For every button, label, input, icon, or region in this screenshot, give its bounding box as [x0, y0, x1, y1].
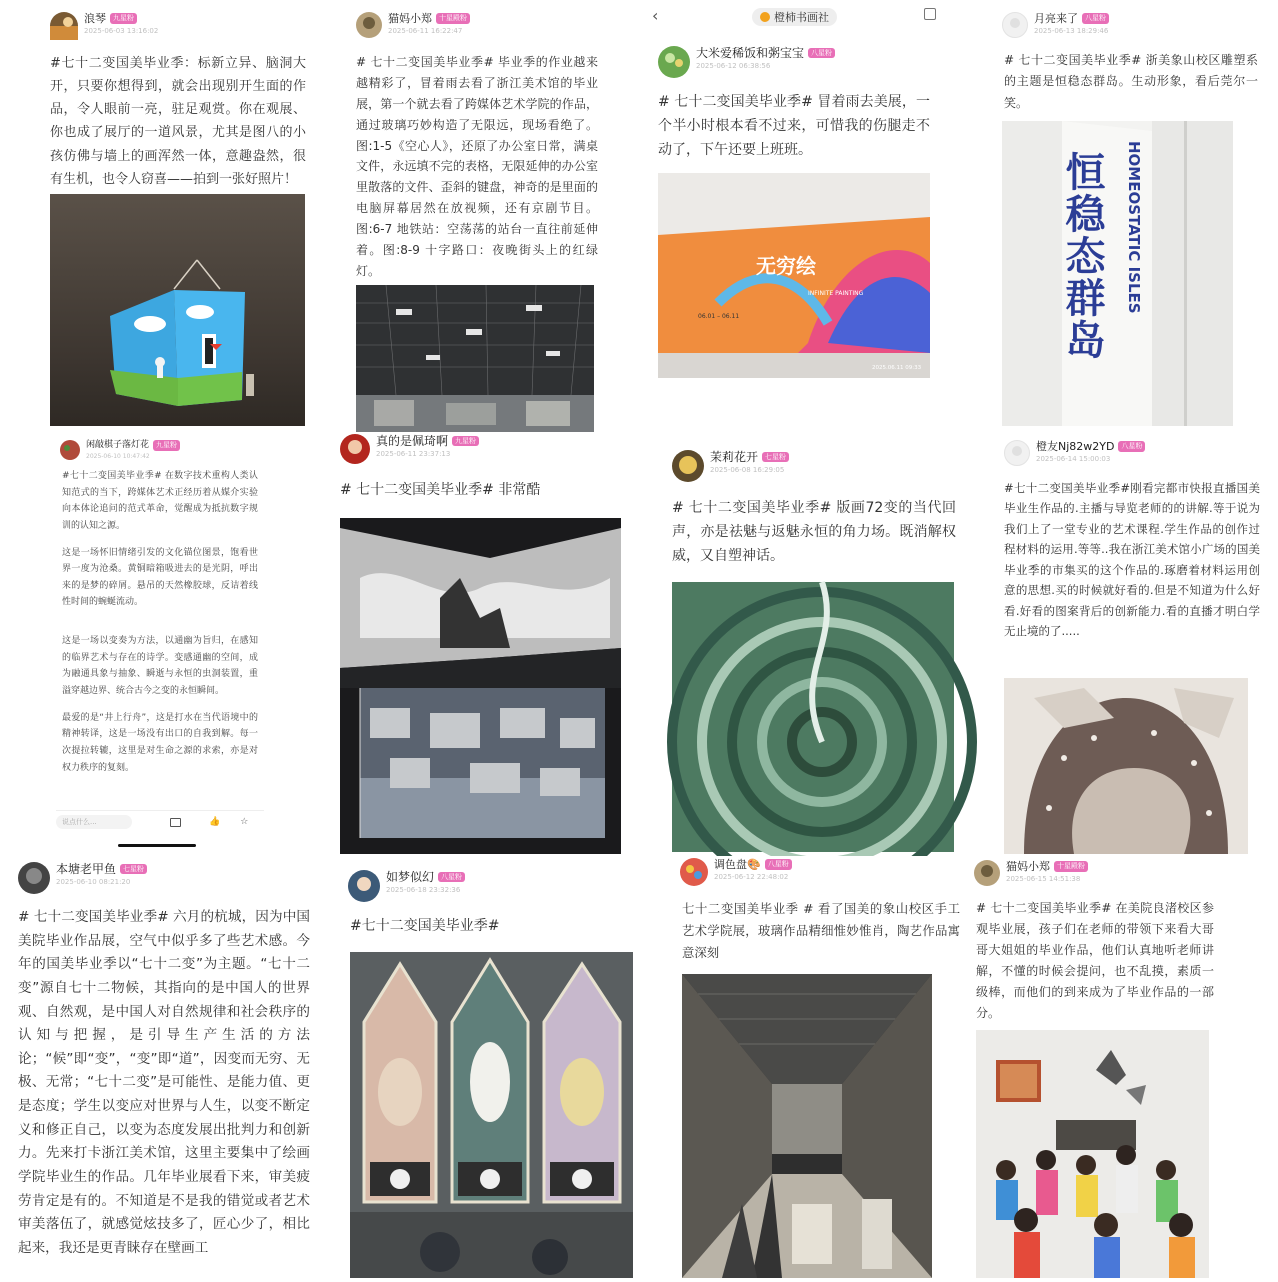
- comment-icon[interactable]: [170, 818, 181, 827]
- timestamp: 2025-06-11 23:37:13: [376, 450, 451, 459]
- comment-input[interactable]: 说点什么...: [56, 815, 132, 829]
- fan-badge: 九星粉: [452, 436, 479, 446]
- post-card[interactable]: [674, 856, 968, 1278]
- paragraph: 这是一场怀旧情绪引发的文化锚位图景，饱看世界一度为沧桑。黄铜暗箱吸进去的是光阴，呼出来的是梦的碎屑。悬吊的天然橡胶球，反诘着线性时间的蜿蜒流动。: [62, 547, 258, 608]
- app-logo-icon: [760, 12, 770, 22]
- post-text: 七十二变国美毕业季 # 看了国美的象山校区手工艺术学院展，玻璃作品精细惟妙惟肖，陶艺作品寓意深刻: [682, 901, 960, 960]
- timestamp: 2025-06-13 18:29:46: [1034, 27, 1109, 36]
- timestamp: 2025-06-12 06:38:56: [696, 62, 771, 71]
- post-card[interactable]: [998, 436, 1266, 856]
- artwork-image: [50, 194, 305, 426]
- handicraft-artwork-image: [1004, 678, 1248, 854]
- print-artwork-image: [672, 582, 954, 852]
- avatar[interactable]: [680, 858, 708, 886]
- username[interactable]: 橙友Nj82w2YD: [1036, 440, 1115, 453]
- back-arrow-icon[interactable]: ‹: [652, 6, 659, 25]
- post-photo[interactable]: [672, 582, 954, 852]
- username[interactable]: 茉莉花开: [710, 450, 759, 464]
- avatar[interactable]: [658, 46, 690, 78]
- post-card[interactable]: [334, 432, 634, 856]
- post-text: # 七十二变国美毕业季# 浙美象山校区雕塑系的主题是恒稳态群岛。生动形象，看后莞尔一笑。: [1004, 53, 1258, 110]
- avatar[interactable]: [1004, 440, 1030, 466]
- post-photo[interactable]: [340, 518, 621, 854]
- username[interactable]: 本塘老甲鱼: [56, 862, 117, 876]
- post-card[interactable]: [42, 8, 314, 432]
- comment-bar: [56, 810, 264, 833]
- fan-badge: 九星粉: [153, 440, 180, 450]
- fan-badge: 十星殿粉: [436, 13, 470, 23]
- post-text: # 七十二变国美毕业季# 冒着雨去美展，一个半小时根本看不过来，可惜我的伤腿走不动了，下午还要上班班。: [658, 94, 930, 159]
- post-body: [62, 468, 258, 773]
- fan-badge: 十星殿粉: [1054, 861, 1088, 871]
- post-card[interactable]: [664, 446, 964, 858]
- paragraph: 最爱的是“井上行舟”，这是打水在当代语境中的精神转译，这是一场没有出口的自我到解。每一次提拉转辘，这里是对生命之源的求索，亦是对权力秩序的复刻。: [62, 712, 258, 773]
- poster-title: 无穷绘: [756, 254, 816, 278]
- fan-badge: 八星粉: [438, 872, 465, 882]
- post-text: #七十二变国美毕业季#刚看完都市快报直播国美毕业生作品的.主播与导览老师的的讲解.等于说为我们上了一堂专业的艺术课程.学生作品的创作过程材料的运用.等等..我在浙江美术馆小广场的国美毕业季的市集买的这个作品的.琢磨着材料运用创意的思想.买的时候就好看的.但是不知道为什么好看.好看的图案背后的创新能力.看的直播才明白学无止境的了.....: [1004, 481, 1260, 639]
- avatar[interactable]: [356, 12, 382, 38]
- post-text: # 七十二变国美毕业季# 六月的杭城，因为中国美院毕业作品展，空气中似乎多了些艺术感。今年的国美毕业季以“七十二变”为主题。“七十二变”源自七十二物候，其指向的是中国人的世界观、自然观，是中国人对自然规律和社会秩序的认知与把握，是引导生产生活的方法论；“候”即“变”，“变”即“道”，因变而无穷、无极、无常；“七十二变”是可能性、是能力值、更是态度；学生以变应对世界与人生，以变不断定义和修正自己，以变为态度发展出批判力和创新力。先来打卡浙江美术馆，这里主要集中了绘画学院毕业生的作品。几年毕业展看下来，审美疲劳肯定是有的。不知道是不是我的错觉或者艺术审美落伍了，就感觉炫技多了，匠心少了，相比起来，我还是更青睐存在壁画工: [18, 909, 310, 1256]
- username[interactable]: 月亮来了: [1034, 12, 1078, 25]
- fan-badge: 七星粉: [762, 452, 789, 462]
- timestamp: 2025-06-18 23:32:36: [386, 886, 461, 895]
- post-card[interactable]: [348, 8, 606, 432]
- fan-badge: 九星粉: [110, 13, 137, 23]
- paragraph: 这是一场以变奏为方法，以通幽为旨归，在感知的临界艺术与存在的诗学。变感通幽的空间，成为融通具象与抽象、瞬逝与永恒的虫洞装置，重溢穿越边界、统合古今之变的永恒瞬间。: [62, 636, 258, 697]
- username[interactable]: 猫妈小郑: [1006, 860, 1050, 873]
- timestamp: 2025-06-10 10:47:42: [86, 452, 150, 460]
- sculpture-sign-image: [1002, 121, 1233, 426]
- glass-office-image: [340, 518, 621, 854]
- post-card[interactable]: [10, 858, 318, 1278]
- fan-badge: 七星粉: [120, 864, 147, 874]
- post-photo[interactable]: [658, 173, 930, 378]
- fan-badge: 八星粉: [765, 859, 792, 869]
- triptych-painting-image: [350, 952, 633, 1278]
- post-photo[interactable]: [1002, 121, 1233, 426]
- post-text: # 七十二变国美毕业季# 非常酷: [340, 482, 541, 498]
- username[interactable]: 浪琴: [84, 12, 106, 25]
- star-icon[interactable]: ☆: [240, 817, 249, 827]
- avatar[interactable]: [60, 440, 80, 460]
- paragraph: #七十二变国美毕业季# 在数字技术重构人类认知范式的当下，跨媒体艺术正经历着从媒介实验向本体论追问的范式革命，觉醒成为抵抗数字规训的认知之源。: [62, 471, 258, 531]
- timestamp: 2025-06-03 13:16:02: [84, 27, 159, 36]
- photo-timestamp: 2025.06.11 09:33: [872, 365, 922, 371]
- avatar[interactable]: [672, 450, 704, 482]
- username[interactable]: 猫妈小郑: [388, 12, 432, 25]
- timestamp: 2025-06-12 22:48:02: [714, 873, 789, 882]
- fan-badge: 八星粉: [1082, 13, 1109, 23]
- share-icon[interactable]: [924, 8, 936, 20]
- exhibition-poster-image: [658, 173, 930, 378]
- username[interactable]: 如梦似幻: [386, 870, 435, 884]
- post-text: #七十二变国美毕业季#: [350, 918, 500, 934]
- fan-badge: 八星粉: [808, 48, 835, 58]
- post-photo[interactable]: [976, 1030, 1209, 1278]
- like-icon[interactable]: 👍: [209, 817, 221, 827]
- post-card[interactable]: [52, 436, 268, 852]
- post-photo[interactable]: [350, 952, 633, 1278]
- post-photo[interactable]: [682, 974, 932, 1278]
- post-photo[interactable]: [50, 194, 305, 426]
- timestamp: 2025-06-08 16:29:05: [710, 466, 785, 475]
- post-text: #七十二变国美毕业季：标新立异、脑洞大开，只要你想得到，就会出现别开生面的作品，令人眼前一亮，驻足观赏。你在观展、你也成了展厅的一道风景，尤其是图八的小孩仿佛与墙上的画浑然一体，意趣盎然，很有生机，也令人窃喜——拍到一张好照片！: [50, 56, 306, 187]
- avatar[interactable]: [340, 434, 370, 464]
- username[interactable]: 大米爱稀饭和粥宝宝: [696, 46, 805, 60]
- timestamp: 2025-06-11 16:22:47: [388, 27, 463, 36]
- sign-chinese-title: 恒稳态群岛: [1059, 151, 1105, 361]
- username[interactable]: 调色盘🎨: [714, 858, 761, 871]
- children-visit-image: [976, 1030, 1209, 1278]
- post-card[interactable]: [968, 856, 1222, 1278]
- nav-bar: [644, 0, 944, 34]
- office-installation-image: [356, 285, 594, 432]
- post-photo[interactable]: [1004, 678, 1248, 854]
- avatar[interactable]: [18, 862, 50, 894]
- avatar[interactable]: [348, 870, 380, 902]
- username[interactable]: 真的是佩琦啊: [376, 434, 449, 448]
- avatar[interactable]: [1002, 12, 1028, 38]
- fan-badge: 八星粉: [1118, 441, 1145, 451]
- post-text: # 七十二变国美毕业季# 版画72变的当代回声，亦是祛魅与返魅永恒的角力场。既消解权威，又自塑神话。: [672, 500, 956, 565]
- post-text: # 七十二变国美毕业季# 在美院良渚校区参观毕业展，孩子们在老师的带领下来看大哥哥大姐姐的毕业作品，他们认真地听老师讲解，不懂的时候会提问，也不乱摸，素质一级棒，而他们的到来成为了毕业作品的一部分。: [976, 901, 1214, 1020]
- app-title-pill[interactable]: [752, 8, 837, 26]
- exhibition-hall-image: [682, 974, 932, 1278]
- timestamp: 2025-06-14 15:00:03: [1036, 455, 1111, 464]
- post-text: # 七十二变国美毕业季# 毕业季的作业越来越精彩了，冒着雨去看了浙江美术馆的毕业展，第一个就去看了跨媒体艺术学院的作品，通过玻璃巧妙构造了无限远，现场看绝了。图:1-5《空心人》，还原了办公室日常，满桌文件，永远填不完的表格，无限延伸的办公室里散落的文件、歪斜的键盘，神奇的是里面的电脑屏幕居然在放视频，还有京剧节目。图:6-7 地铁站：空荡荡的站台一直往前延伸着。图:8-9 十字路口：夜晚街头上的红绿灯。: [356, 55, 598, 278]
- post-card[interactable]: [342, 866, 638, 1278]
- username[interactable]: 闲敲棋子落灯花: [86, 440, 150, 450]
- home-indicator: [118, 844, 196, 847]
- post-card[interactable]: [996, 8, 1266, 432]
- avatar[interactable]: [50, 12, 78, 40]
- sign-english-title: HOMEOSTATIC ISLES: [1125, 141, 1143, 314]
- poster-subtitle: INFINITE PAINTING: [808, 290, 864, 297]
- post-photo[interactable]: [356, 285, 594, 432]
- timestamp: 2025-06-15 14:51:38: [1006, 875, 1081, 884]
- avatar[interactable]: [974, 860, 1000, 886]
- app-title: 橙柿书画社: [774, 11, 829, 24]
- post-card[interactable]: [644, 0, 944, 432]
- poster-dates: 06.01 – 06.11: [698, 313, 740, 320]
- timestamp: 2025-06-10 08:21:20: [56, 878, 131, 887]
